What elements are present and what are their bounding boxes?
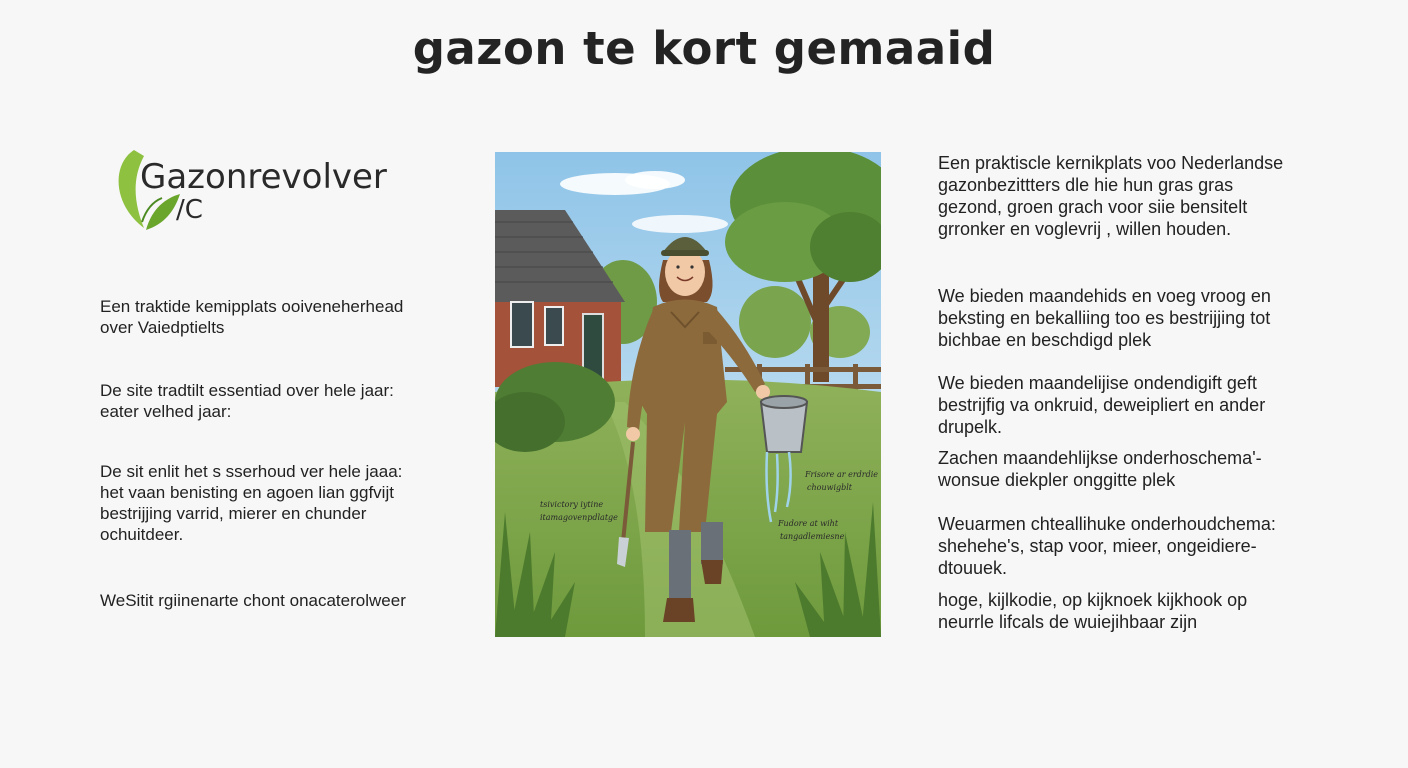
logo-name: Gazonrevolver [140,157,387,197]
right-paragraph-1: Een praktiscle kernikplats voo Nederlandse gazonbezittters dle hie hun gras gras gezond, groen grach voor siie bensitelt grronker en voglevrij , willen houden. [938,153,1284,239]
page-title: gazon te kort gemaaid [412,22,996,75]
caption-2b: chouwigblt [807,483,853,492]
right-paragraph-5: Weuarmen chteallihuke onderhoudchema: shehehe's, stap voor, mieer, ongeidiere- dtouuek. [938,514,1276,578]
left-paragraph-2: De site tradtilt essentiad over hele jaar: eater velhed jaar: [100,381,394,421]
right-paragraph-4: Zachen maandehlijkse onderhoschema'- wonsue diekpler onggitte plek [938,448,1262,490]
caption-1b: itamagovenpdlatge [540,513,618,522]
left-paragraph-4: WeSitit rgiinenarte chont onacaterolweer [100,591,406,610]
right-paragraph-6: hoge, kijlkodie, op kijknoek kijkhook op neurrle lifcals de wuiejihbaar zijn [938,590,1248,632]
logo-tag: /C [176,195,203,225]
right-paragraph-2: We bieden maandehids en voeg vroog en beksting en bekalliing too es bestrijjing tot bichbae en beschdigd plek [938,286,1271,350]
caption-3b: tangadlemiesne [780,532,845,541]
leaf-small-icon [146,194,180,230]
caption-3a: Fudore at wiht [778,519,839,528]
left-paragraph-3: De sit enlit het s sserhoud ver hele jaaa: het vaan benisting en agoen lian ggfvijt bestrijjing varrid, mierer en chunder ochuitdeer. [100,462,403,544]
gardener-illustration [495,152,881,637]
caption-2a: Frisore ar erdrdie [805,470,879,479]
right-paragraph-3: We bieden maandelijise ondendigift geft bestrijfig va onkruid, deweipliert en ander drupelk. [938,373,1266,437]
caption-1a: tsivictory iytine [540,500,604,509]
left-paragraph-1: Een traktide kemipplats ooiveneherhead over Vaiedptielts [100,297,404,337]
